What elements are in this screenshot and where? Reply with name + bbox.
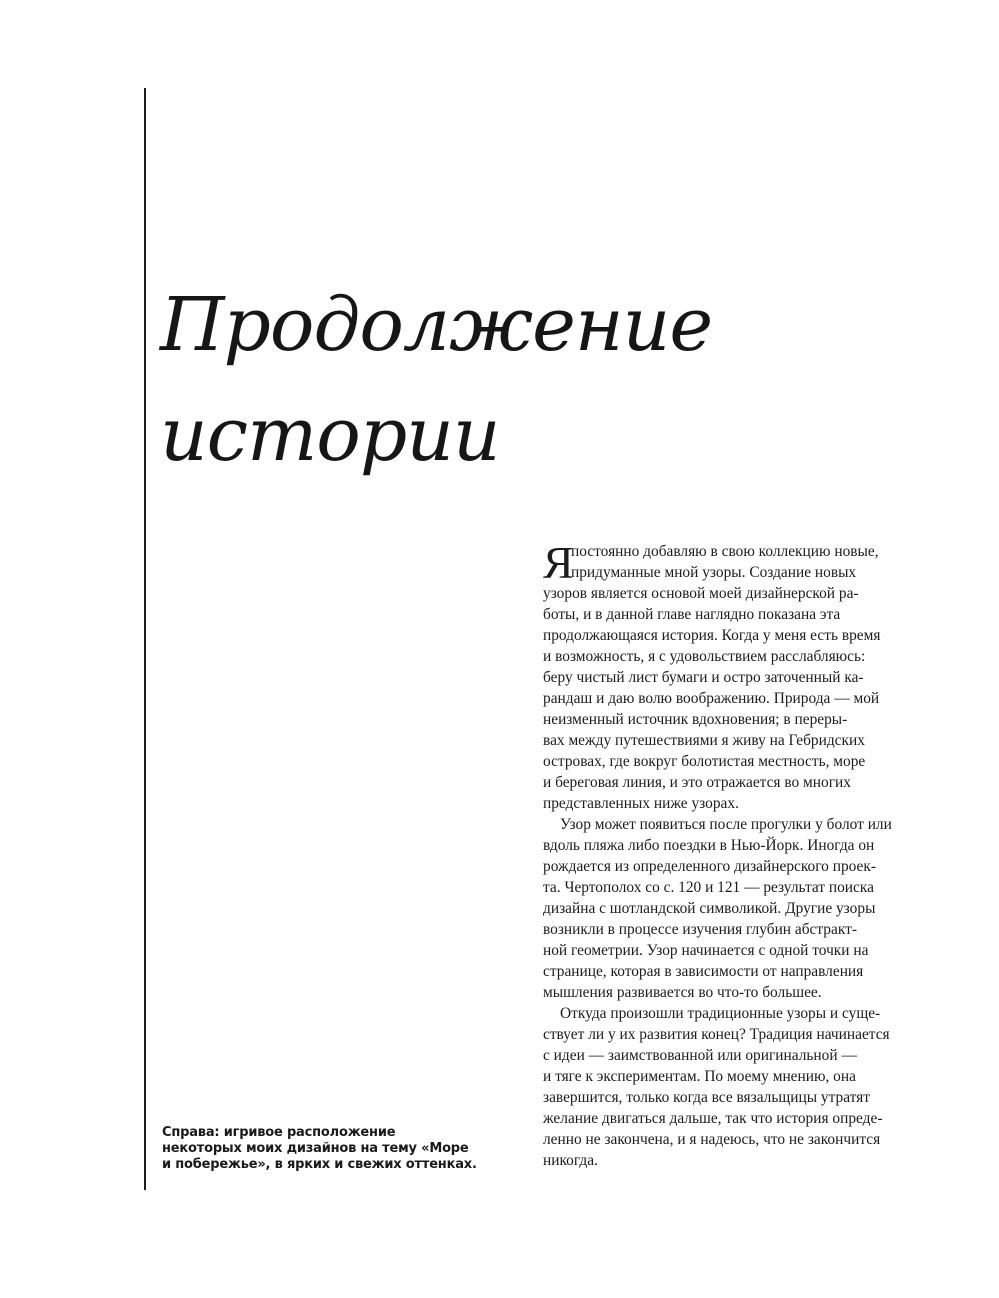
text-line: придуманные мной узоры. Создание новых	[571, 564, 857, 581]
text-line: ствует ли у их развития конец? Традиция начинается	[543, 1026, 890, 1043]
text-line: дизайна с шотландской символикой. Другие узоры	[543, 900, 876, 917]
paragraph-1	[543, 537, 915, 814]
text-line: возникли в процессе изучения глубин абстракт-	[543, 921, 857, 938]
text-line: и возможность, я с удовольствием расслабляюсь:	[543, 648, 866, 665]
text-line: и береговая линия, и это отражается во многих	[543, 774, 851, 791]
caption-line: некоторых моих дизайнов на тему «Море	[162, 1141, 469, 1156]
text-line: рождается из определенного дизайнерского проек-	[543, 858, 876, 875]
text-line: ной геометрии. Узор начинается с одной точки на	[543, 942, 869, 959]
chapter-title-line-1: Продолжение	[160, 282, 713, 368]
text-line: мышления развивается во что-то большее.	[543, 984, 822, 1001]
text-line: неизменный источник вдохновения; в переры-	[543, 711, 848, 728]
text-line: боты, и в данной главе наглядно показана эта	[543, 606, 841, 623]
text-line: желание двигаться дальше, так что история опреде-	[543, 1110, 883, 1127]
text-line: представленных ниже узорах.	[543, 795, 739, 812]
chapter-title	[160, 270, 712, 490]
text-line: никогда.	[543, 1152, 598, 1169]
text-line: та. Чертополох со с. 120 и 121 — результат поиска	[543, 879, 874, 896]
text-line: с идеи — заимствованной или оригинальной —	[543, 1047, 857, 1064]
caption-line: и побережье», в ярких и свежих оттенках.	[162, 1157, 477, 1172]
chapter-title-line-2: истории	[160, 392, 500, 478]
caption-line: Справа: игривое расположение	[162, 1125, 396, 1140]
text-line: рандаш и даю волю воображению. Природа — мой	[543, 690, 880, 707]
paragraph-2	[543, 814, 915, 1003]
text-line: Узор может появиться после прогулки у болот или	[560, 816, 892, 833]
text-line: островах, где вокруг болотистая местность, море	[543, 753, 866, 770]
text-line-content: постоянно добавляю в свою коллекцию новые,	[571, 543, 879, 560]
image-caption	[162, 1125, 482, 1173]
text-line: завершится, только когда все вязальщицы утратят	[543, 1089, 870, 1106]
text-line: странице, которая в зависимости от направления	[543, 963, 864, 980]
text-line: и тяге к экспериментам. По моему мнению, она	[543, 1068, 856, 1085]
body-text	[543, 537, 915, 1171]
paragraph-3	[543, 1003, 915, 1171]
text-line: вдоль пляжа либо поездки в Нью-Йорк. Иногда он	[543, 837, 875, 854]
text-line: узоров является основой моей дизайнерской ра-	[543, 585, 859, 602]
text-line: ленно не закончена, и я надеюсь, что не закончится	[543, 1131, 881, 1148]
text-line: Откуда произошли традиционные узоры и суще-	[560, 1005, 881, 1022]
vertical-rule	[144, 88, 146, 1190]
text-line: продолжающаяся история. Когда у меня есть время	[543, 627, 881, 644]
text-line: вах между путешествиями я живу на Гебридских	[543, 732, 865, 749]
drop-cap: Я	[543, 537, 574, 588]
text-line: беру чистый лист бумаги и остро заточенный ка-	[543, 669, 864, 686]
